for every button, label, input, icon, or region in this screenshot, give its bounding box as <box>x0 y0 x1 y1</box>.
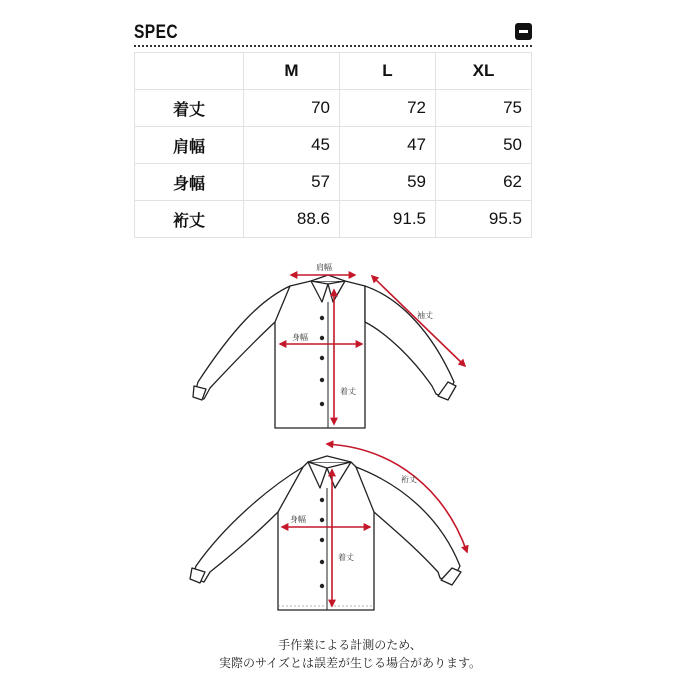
table-cell: 70 <box>244 90 340 127</box>
label-chest-bottom: 身幅 <box>290 515 306 524</box>
table-cell: 57 <box>244 164 340 201</box>
label-length-top: 着丈 <box>340 387 356 396</box>
measurement-note-line2: 実際のサイズとは誤差が生じる場合があります。 <box>218 656 482 670</box>
label-shoulder: 肩幅 <box>316 263 332 272</box>
shirt-top-outline <box>193 275 456 428</box>
spec-title: SPEC <box>134 22 179 43</box>
column-header: M <box>244 53 340 90</box>
row-label: 裄丈 <box>135 201 244 238</box>
table-cell: 88.6 <box>244 201 340 238</box>
table-cell: 91.5 <box>340 201 436 238</box>
column-header: L <box>340 53 436 90</box>
label-yuki: 裄丈 <box>401 475 417 484</box>
table-cell: 75 <box>436 90 532 127</box>
table-cell: 72 <box>340 90 436 127</box>
column-header: XL <box>436 53 532 90</box>
shirt-bottom-outline <box>190 456 461 610</box>
table-cell: 47 <box>340 127 436 164</box>
row-label: 着丈 <box>135 90 244 127</box>
measurement-note-line1: 手作業による計測のため、 <box>278 638 422 652</box>
table-cell: 59 <box>340 164 436 201</box>
row-label: 肩幅 <box>135 127 244 164</box>
table-cell: 50 <box>436 127 532 164</box>
table-cell: 62 <box>436 164 532 201</box>
row-label: 身幅 <box>135 164 244 201</box>
label-chest-top: 身幅 <box>292 333 308 342</box>
table-cell: 95.5 <box>436 201 532 238</box>
label-length-bottom: 着丈 <box>338 553 354 562</box>
table-cell: 45 <box>244 127 340 164</box>
label-sleeve: 袖丈 <box>417 311 433 320</box>
